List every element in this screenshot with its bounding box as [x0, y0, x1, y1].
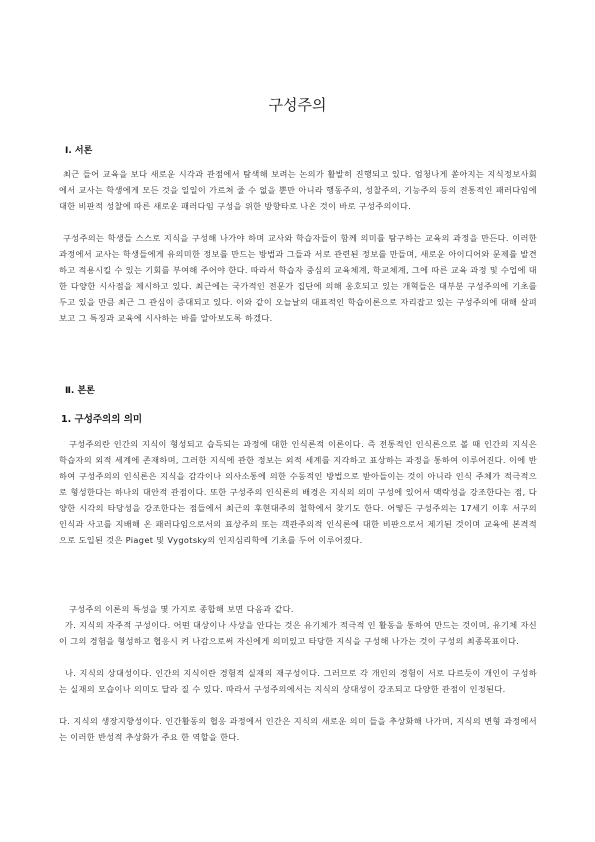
section-heading-body: Ⅱ. 본론 [65, 386, 95, 396]
intro-paragraph-1: 최근 들어 교육을 보다 새로운 시각과 관점에서 탐색해 보려는 논의가 활발히 진행되고 있다. 엄청나게 쏟아지는 지식정보사회에서 교사는 학생에게 모든 것을 일일이 가르쳐 줄 수 없을 뿐만 아니라 행동주의, 성찰주의, 기능주의 등의 전통적인 패러다임에 대한 비판적 성찰에 따른 새로운 패러다임 구성을 위한 방향타로 나온 것이 바로 구성주의이다. [59, 169, 537, 211]
intro-paragraph-2: 구성주의는 학생들 스스로 지식을 구성해 나가야 하며 교사와 학습자들이 함께 의미를 탐구하는 교육의 과정을 만든다. 이러한 과정에서 교사는 학생들에게 유의미한 정보를 만드는 방법과 그들과 서로 관련된 정보를 만들며, 새로운 아이디어와 문제를 발견하고 적용시킬 수 있는 기회를 부여해 주어야 한다. 따라서 학습자 중심의 교육체계, 학교체계, 그에 따른 교육 과정 및 수업에 대한 다양한 시사점을 제시하고 있다. 최근에는 국가적인 전문가 집단에 의해 옹호되고 있는 개혁들은 대부분 구성주의에 기초를 두고 있을 만큼 최근 그 관심이 증대되고 있다. 이와 같이 오늘날의 대표적인 학습이론으로 자리잡고 있는 구성주의에 대해 살펴보고 그 특징과 교육에 시사하는 바를 알아보도록 하겠다. [59, 233, 537, 323]
list-item-ga: 가. 지식의 자주적 구성이다. 어떤 대상이나 사상을 안다는 것은 유기체가 적극적 인 활동을 통하여 만드는 것이며, 유기체 자신이 그의 경험을 형성하고 협응시 켜 나감으로써 자신에게 의미있고 타당한 지식을 구성해 나가는 것이 구성의 최종목표이다. [59, 620, 538, 646]
subsection-heading-meaning: 1. 구성주의의 의미 [61, 414, 143, 425]
body-paragraph-summary-intro: 구성주의 이론의 특성을 몇 가지로 종합해 보면 다음과 같다. [69, 604, 294, 614]
body-paragraph-meaning: 구성주의란 인간의 지식이 형성되고 습득되는 과정에 대한 인식론적 이론이다. 즉 전통적인 인식론으로 볼 때 인간의 지식은 학습자의 외적 세계에 존재하며, 그러한 지식에 관한 정보는 외적 세계를 지각하고 표상하는 과정을 통하여 이루어진다. 이에 반하여 구성주의의 인식론은 지식을 감각이나 의사소통에 의한 수동적인 방법으로 받아들이는 것이 아니라 인식 주체가 적극적으로 형성한다는 하나의 대안적 관점이다. 또한 구성주의 인식론의 배경은 지식의 의미 구성에 있어서 맥락성을 강조한다는 점, 다양한 시각의 타당성을 강조한다는 점들에서 최근의 후현대주의 철학에서 찾기도 한다. 어떻든 구성주의는 17세기 이후 서구의 인식과 사고를 지배해 온 패러다임으로서의 표상주의 또는 객관주의적 인식론에 대한 비판으로서 제기된 것이며 교육에 본격적으로 도입된 것은 Piaget 및 Vygotsky의 인지심리학에 기초를 두어 이루어졌다. [59, 439, 537, 545]
list-item-na: 나. 지식의 상대성이다. 인간의 지식이란 경험적 실재의 재구성이다. 그러므로 각 개인의 경험이 서로 다르듯이 개인이 구성하는 실재의 모습이나 의미도 달라 질 수 있다. 따라서 구성주의에서는 지식의 상대성이 강조되고 다양한 관점이 인정된다. [59, 668, 537, 694]
page-title: 구성주의 [268, 96, 327, 114]
list-item-da: 다. 지식의 생장지향성이다. 인간활동의 협응 과정에서 인간은 지식의 새로운 의미 들을 추상화해 나가며, 지식의 변형 과정에서는 이러한 반성적 추상화가 주요 한 역할을 한다. [59, 716, 537, 742]
section-heading-intro: Ⅰ. 서론 [65, 146, 93, 156]
